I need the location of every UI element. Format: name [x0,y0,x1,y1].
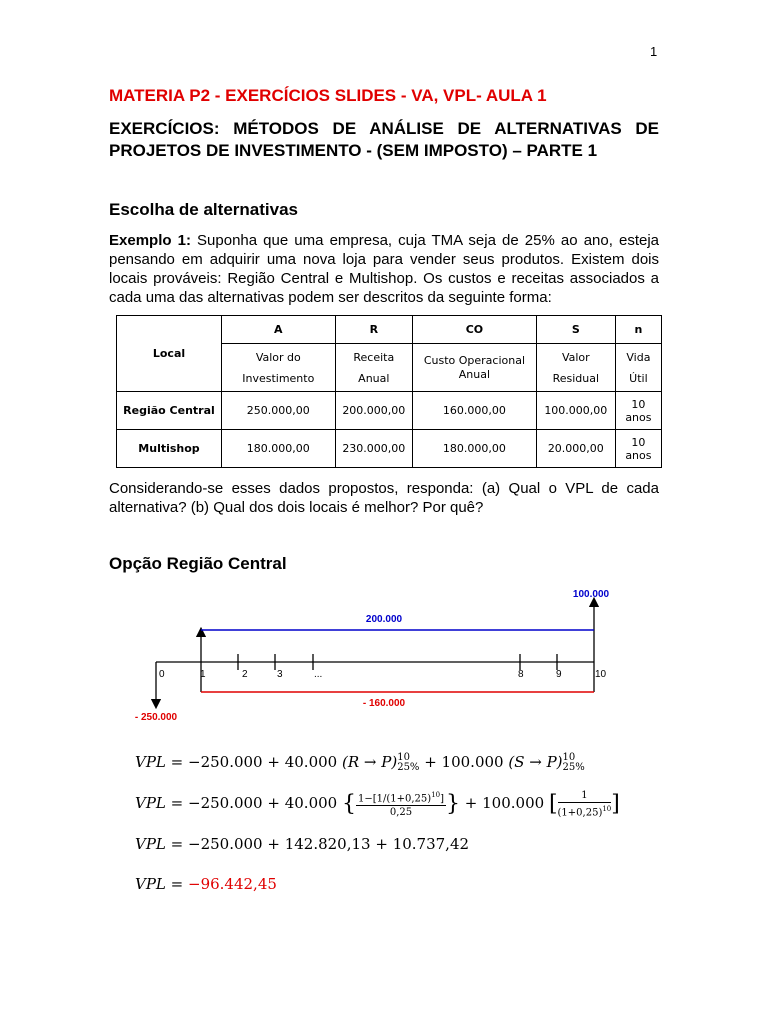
table-col-desc: Receita Anual [335,344,412,392]
eq2-frac2-num: 1 [558,789,612,803]
example-paragraph [109,231,659,307]
page-heading-red: MATERIA P2 - EXERCÍCIOS SLIDES - VA, VPL- AULA 1 [109,86,547,105]
eq2-frac1-den: 0,25 [389,807,413,819]
question-paragraph: Considerando-se esses dados propostos, responda: (a) Qual o VPL de cada alternativa? (b) Qual dos dois locais é melhor? Por quê? [109,480,659,516]
page-number: 1 [650,44,658,59]
table-cell: 100.000,00 [536,392,615,430]
eq1-factor1: (R → P) [342,753,398,771]
tick-label: 9 [556,669,562,680]
table-col-desc: Valor do Investimento [222,344,336,392]
eq1-coef1: 40.000 [284,753,338,771]
table-cell: 180.000,00 [413,430,537,468]
table-cell: 10 anos [615,392,661,430]
eq3-lhs: VPL [135,835,166,853]
table-col-key: S [536,316,615,344]
eq1-lhs: VPL [135,753,166,771]
eq1-sub: 25% [397,762,420,773]
cost-label: - 160.000 [362,698,406,709]
eq1-coef2: 100.000 [441,753,504,771]
eq2-const: −250.000 [188,794,263,813]
residual-value-label: 100.000 [572,589,610,600]
example-text: Suponha que uma empresa, cuja TMA seja de 25% ao ano, esteja pensando em adquirir uma nova loja para vender seus produtos. Existem dois locais prováveis: Região Central e Multishop. Os custos e receitas associados a cada uma das alternativas podem ser descritos da seguinte forma: [109,232,659,306]
equation-1: VPL = −250.000 + 40.000 (R → P) 10 25% + 100.000 (S → P) 10 25% [135,752,585,773]
eq2-pow-2: 10 [602,805,612,813]
table-col-desc: Valor Residual [536,344,615,392]
table-col-desc: Custo Operacional Anual [413,344,537,392]
tick-label: 0 [159,669,165,680]
eq4-lhs: VPL [135,875,166,893]
eq4-result: −96.442,45 [188,875,277,893]
table-cell: 20.000,00 [536,430,615,468]
eq1-const: −250.000 [188,753,263,771]
table-col-key: CO [413,316,537,344]
tick-label: 2 [242,669,248,680]
eq2-coef2: 100.000 [482,794,545,813]
example-label: Exemplo 1: [109,232,191,249]
table-local-header: Local [117,316,222,392]
section-title-alternatives: Escolha de alternativas [109,200,298,219]
tick-label: 8 [518,669,524,680]
eq1-sub-2: 25% [562,762,585,773]
equation-4: VPL = −96.442,45 [135,875,277,893]
eq3-text: −250.000 + 142.820,13 + 10.737,42 [188,835,470,853]
eq2-coef1: 40.000 [284,794,338,813]
table-row-local: Região Central [117,392,222,430]
table-row-local: Multishop [117,430,222,468]
table-col-key: n [615,316,661,344]
alternatives-table [116,315,662,468]
table-cell: 180.000,00 [222,430,336,468]
table-header-keys [117,316,662,344]
eq1-sup-2: 10 [562,752,576,763]
equation-2: VPL = −250.000 + 40.000 { $\frac{1-[1/(1+0,25)^{10}]}{0,25}$ } + 100.000 [ $\frac{1}{(1+0,25)^{10}}$ ] [135,790,620,819]
revenue-label: 200.000 [365,614,403,625]
equation-3: VPL = −250.000 + 142.820,13 + 10.737,42 [135,835,470,853]
eq1-sup: 10 [397,752,410,763]
page-heading: EXERCÍCIOS: MÉTODOS DE ANÁLISE DE ALTERNATIVAS DE PROJETOS DE INVESTIMENTO - (SEM IMPOSTO) – PARTE 1 [109,119,659,160]
tick-label: 3 [277,669,283,680]
eq2-frac1-num: 1−[1/(1+0,25) [358,793,432,805]
cash-flow-diagram [120,580,640,730]
eq2-pow-1: 10 [431,791,441,799]
table-cell: 160.000,00 [413,392,537,430]
table-col-desc: Vida Útil [615,344,661,392]
table-cell: 250.000,00 [222,392,336,430]
eq2-lhs: VPL [135,794,166,813]
table-cell: 10 anos [615,430,661,468]
eq1-factor2: (S → P) [508,753,563,771]
table-cell: 200.000,00 [335,392,412,430]
table-row [117,392,662,430]
table-cell: 230.000,00 [335,430,412,468]
tick-label: ... [314,669,323,680]
table-col-key: R [335,316,412,344]
eq2-frac2-den: (1+0,25) [557,807,603,819]
table-row [117,430,662,468]
tick-label: 1 [200,669,206,680]
table-col-key: A [222,316,336,344]
tick-label: 10 [595,669,607,680]
investment-label: - 250.000 [134,712,178,723]
section-title-regiao-central: Opção Região Central [109,554,287,573]
